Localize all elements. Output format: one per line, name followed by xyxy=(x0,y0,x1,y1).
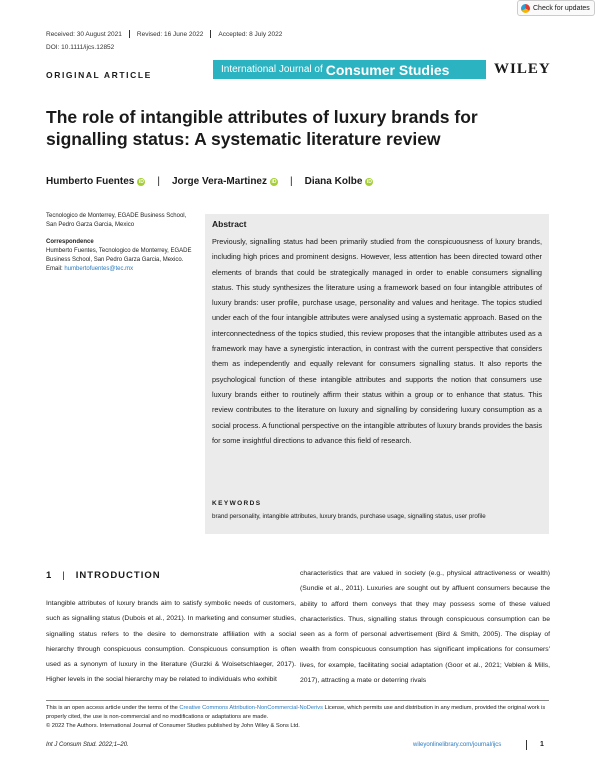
check-for-updates-label: Check for updates xyxy=(533,4,590,12)
footer-separator xyxy=(526,740,527,750)
author-name[interactable]: Jorge Vera-Martinez xyxy=(171,176,267,187)
citation: Int J Consum Stud. 2022;1–20. xyxy=(46,742,129,748)
license-text-end: License, which permits use and distribution in any medium, provided the original work is properly cited, the use is non-commercial and no modifications or adaptations are made. xyxy=(46,705,546,720)
article-title: The role of intangible attributes of luxury brands for signalling status: A systematic literature review xyxy=(46,107,478,149)
section-heading: 1 | INTRODUCTION xyxy=(46,570,161,581)
author-name[interactable]: Diana Kolbe xyxy=(304,176,363,187)
body-column-left: Intangible attributes of luxury brands aim to satisfy symbolic needs of customers, such as signalling status (Dubois et al., 2021). In marketing and consumer studies, signalling status refers to the desire to demonstrate affiliation with a social hierarchy through conspicuous consumption. Conspicuous consumption is often used as a synonym of luxury in the literature (Gurzki & Woisetschlaeger, 2017). Higher levels in the social hierarchy may be related to individuals who exhibit xyxy=(46,600,296,684)
abstract-heading: Abstract xyxy=(212,219,247,229)
journal-url[interactable]: wileyonlinelibrary.com/journal/ijcs xyxy=(413,742,502,748)
journal-name: Consumer Studies xyxy=(325,61,450,78)
correspondence-label: Correspondence xyxy=(46,239,94,245)
section-title: INTRODUCTION xyxy=(75,570,161,581)
keywords-heading: KEYWORDS xyxy=(212,500,262,507)
keywords-list: brand personality, intangible attributes, luxury brands, purchase usage, signalling status, user profile xyxy=(212,513,486,520)
journal-prefix: International Journal of xyxy=(221,64,323,75)
accepted-date: Accepted: 8 July 2022 xyxy=(218,30,283,38)
article-type: ORIGINAL ARTICLE xyxy=(46,70,152,80)
revised-date: Revised: 16 June 2022 xyxy=(136,30,204,38)
email-label: Email: xyxy=(46,266,63,272)
affiliation-block xyxy=(46,212,196,274)
body-column-right: characteristics that are valued in society (e.g., physical attractiveness or wealth) (Sundie et al., 2011). Luxuries are sought out by affluent consumers because the ability to afford them conveys that they may possess some of these valued characteristics. Thus, signalling status through conspicuous consumption can be seen as a form of personal advertisement (Bird & Smith, 2005). The display of wealth from conspicuous consumption has significant implications for consumers' lives, for example, facilitating social adaptation (Goor et al., 2021; Veblen & Mills, 2017), attracting a mate or deterring rivals xyxy=(300,570,550,685)
received-date: Received: 30 August 2021 xyxy=(46,30,122,38)
journal-banner xyxy=(213,60,486,79)
doi[interactable]: DOI: 10.1111/ijcs.12852 xyxy=(46,44,115,51)
orcid-icon[interactable]: iD xyxy=(271,178,277,185)
license-text: This is an open access article under the terms of the xyxy=(46,705,180,711)
update-icon xyxy=(521,4,530,13)
affiliation-institution: Tecnologico de Monterrey, EGADE Business School, San Pedro Garza Garcia, Mexico xyxy=(46,213,187,228)
correspondence-address: Humberto Fuentes, Tecnologico de Monterrey, EGADE Business School, San Pedro Garza Garcia, Mexico. xyxy=(46,248,192,263)
license-link[interactable]: Creative Commons Attribution-NonCommercial-NoDerivs xyxy=(179,705,323,711)
check-for-updates-button[interactable] xyxy=(517,0,595,16)
footer-divider xyxy=(46,700,549,701)
article-dates xyxy=(46,30,282,38)
page-number: 1 xyxy=(540,741,544,748)
license-note xyxy=(46,704,549,731)
orcid-icon[interactable]: iD xyxy=(138,178,144,185)
orcid-icon[interactable]: iD xyxy=(366,178,372,185)
publisher-logo: WILEY xyxy=(494,61,551,77)
author-list: Humberto Fuentes iD | Jorge Vera-Martinez iD | Diana Kolbe iD xyxy=(46,176,372,187)
author-name[interactable]: Humberto Fuentes xyxy=(46,176,135,187)
abstract-text: Previously, signalling status had been primarily studied from the conspicuousness of luxury brands, including high prices and prominent designs. However, less attention has been directed toward other elements of brands that could be strategically managed in order to enable consumers signalling status. This study synthesizes the literature using a framework based on four intangible attributes of luxury brands: user profile, purchase usage, personality and values and heritage. The topics studied under each of the four intangible attributes were analysed using a systematic approach. Based on the interconnectedness of the topics studied, this review proposes that the intangible attributes used as a framework may have a synergistic interaction, in contrast with the current perspective that considers them as independently and equally relevant for consumers signalling status. It also reports the psychological function of these intangible attributes and supports the notion that consumers use luxury brands either to routinely affirm their status within a group or to enhance that status. This review contributes to the literature on luxury and signalling by considering luxury consumption as a social process. A functional perspective on the intangible attributes of luxury brands provides the basis for some insightful directions to advance this field of research. xyxy=(212,237,542,445)
email-link[interactable]: humbertofuentes@tec.mx xyxy=(64,266,134,272)
copyright: © 2022 The Authors. International Journal of Consumer Studies published by John Wiley & Sons Ltd. xyxy=(46,723,300,729)
section-number: 1 xyxy=(46,570,53,581)
